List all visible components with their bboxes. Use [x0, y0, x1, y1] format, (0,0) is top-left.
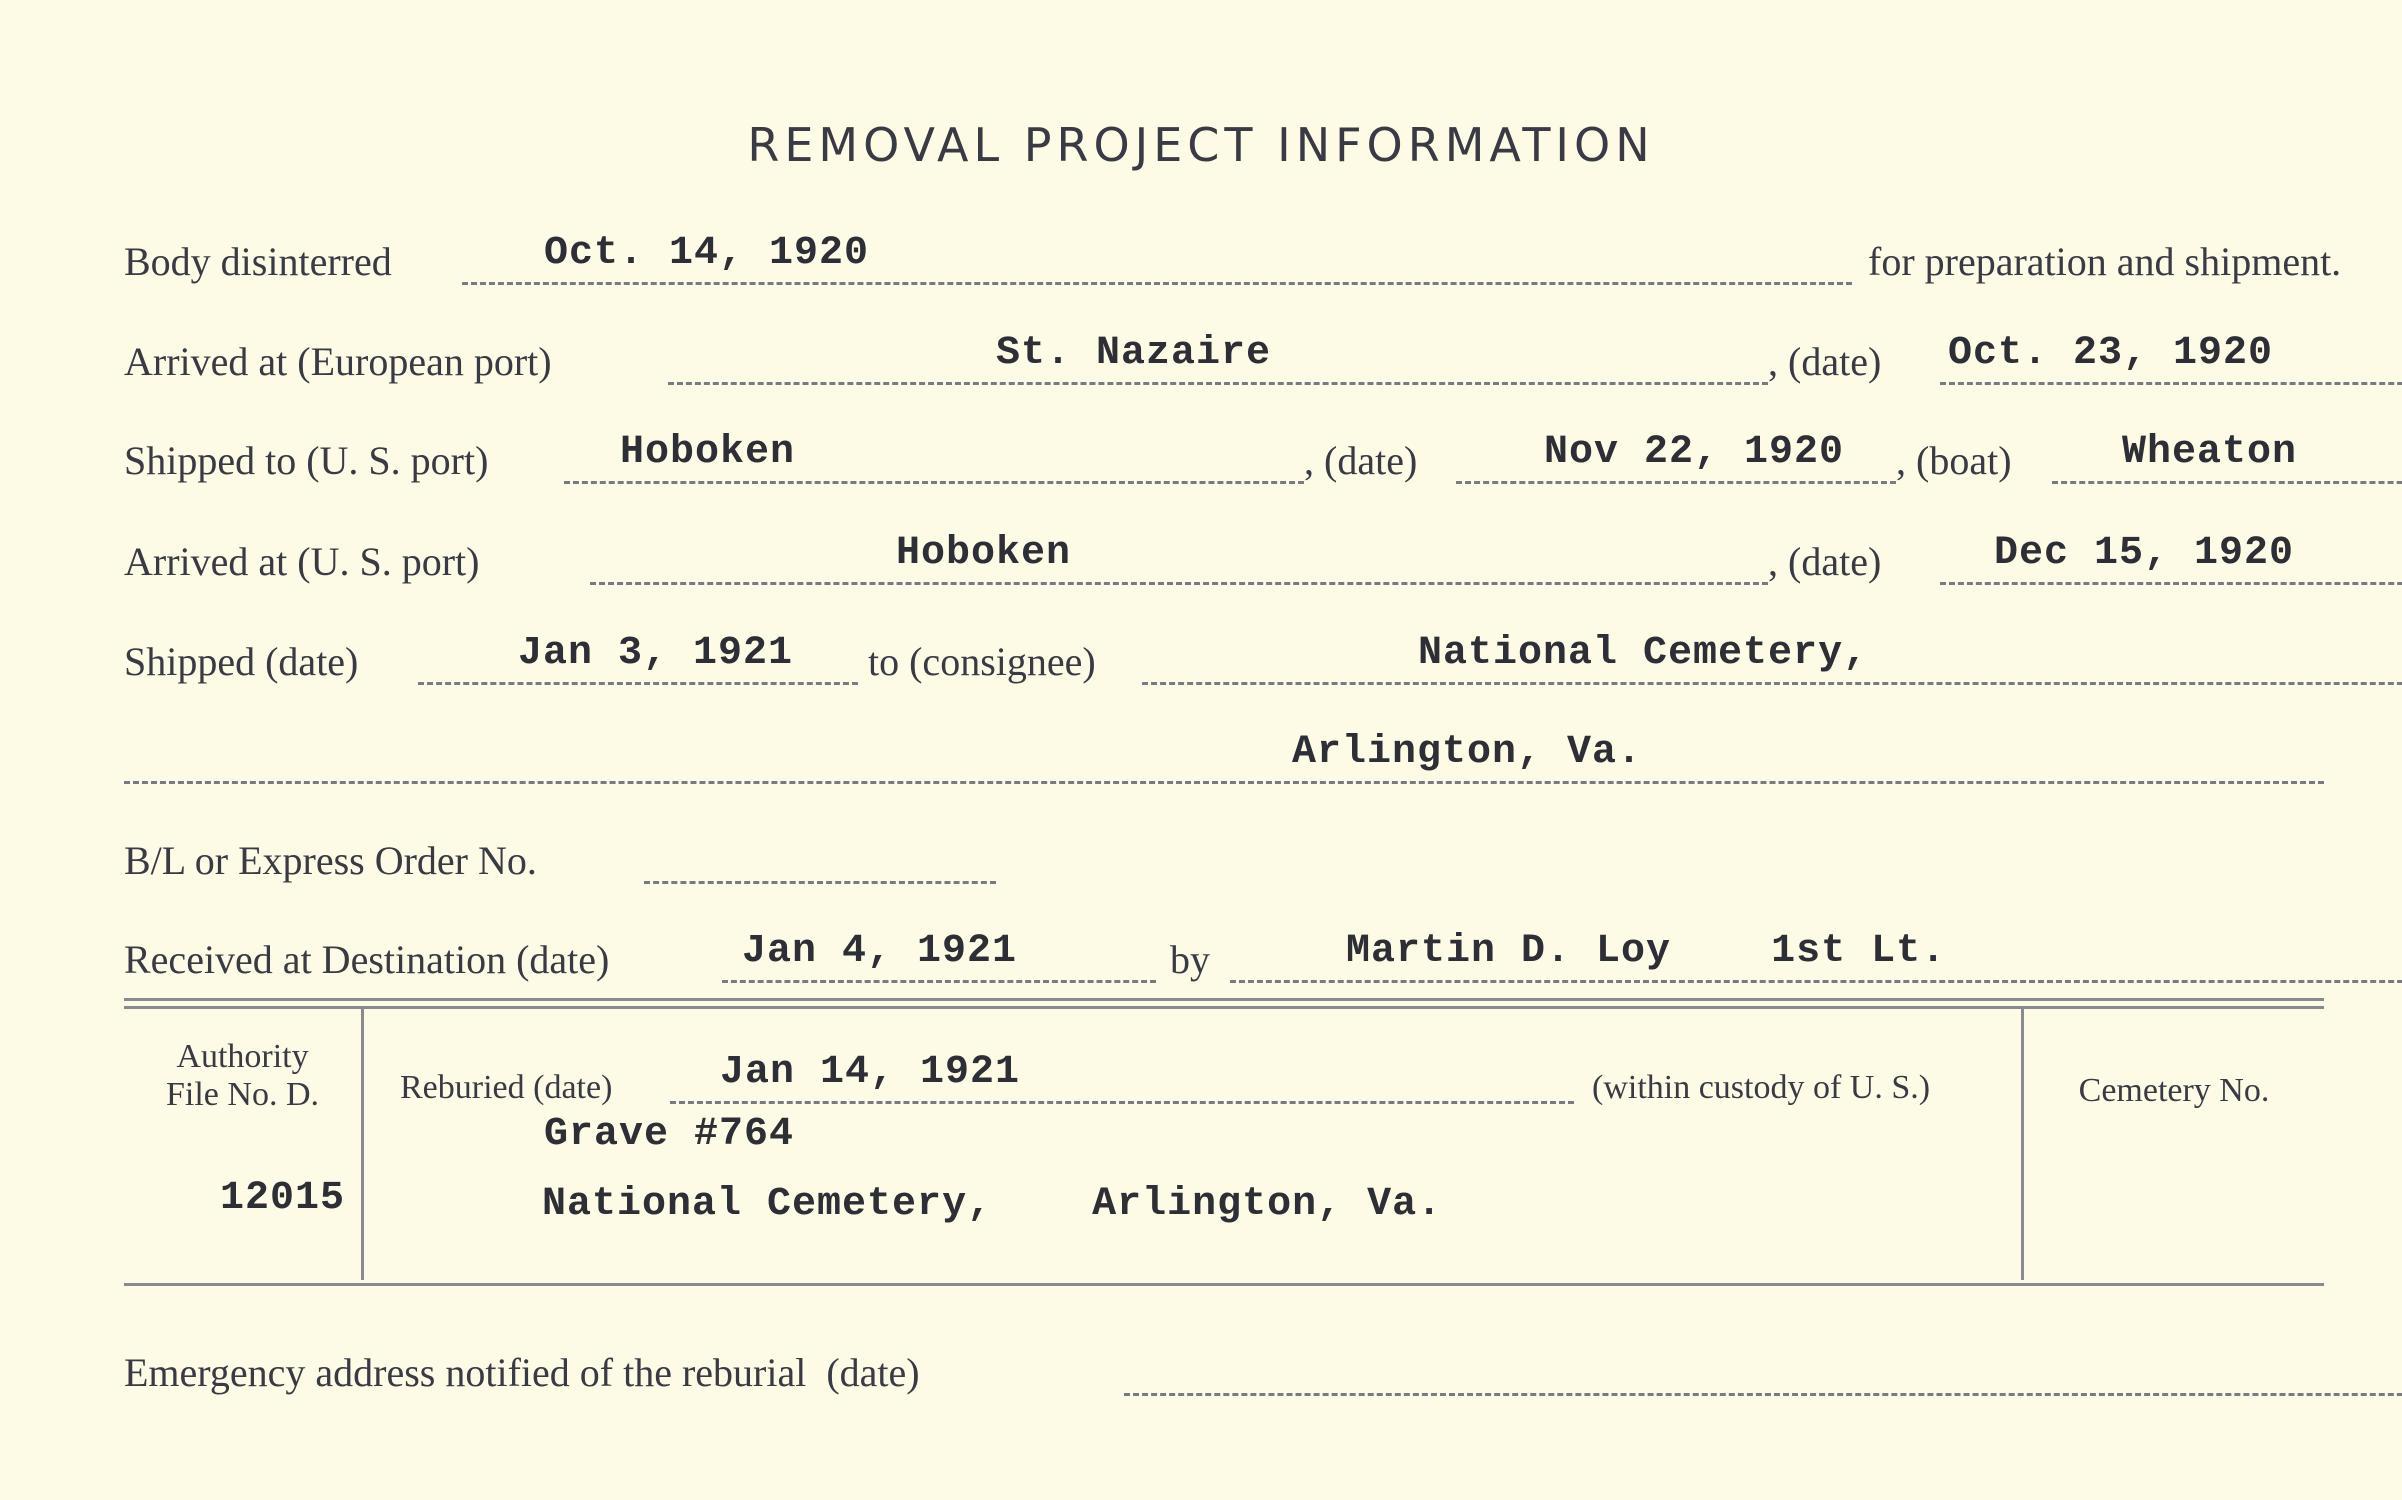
body-disinterred-value: Oct. 14, 1920: [544, 231, 870, 276]
arrived-european-port-value: St. Nazaire: [996, 331, 1272, 376]
received-by-value: Martin D. Loy 1st Lt.: [1346, 929, 1947, 974]
cemetery-no-label: Cemetery No.: [2078, 1072, 2270, 1109]
received-date-field[interactable]: [722, 929, 1156, 983]
box-divider-right: [2021, 1008, 2024, 1280]
reburied-place: National Cemetery, Arlington, Va.: [542, 1182, 1443, 1227]
shipped-date-label: Shipped (date): [124, 639, 359, 684]
received-by-field[interactable]: [1230, 929, 2402, 983]
bl-order-label: B/L or Express Order No.: [124, 838, 537, 883]
emergency-row: [124, 1336, 2324, 1396]
shipped-us-date-label: , (date): [1304, 438, 1418, 483]
arrived-european-date-value: Oct. 23, 1920: [1948, 331, 2274, 376]
shipped-consignee-line1: National Cemetery,: [1418, 631, 1869, 676]
shipped-us-boat-label: , (boat): [1896, 438, 2012, 483]
shipped-us-port-value: Hoboken: [620, 430, 796, 475]
shipped-date-field[interactable]: [418, 631, 858, 685]
authority-label-line2: File No. D.: [166, 1076, 319, 1113]
arrived-european-port-field[interactable]: [668, 331, 1768, 385]
arrived-us-port-field[interactable]: [590, 531, 1768, 585]
received-by-label: by: [1170, 937, 1210, 982]
box-bottom-rule: [124, 1283, 2324, 1286]
reburied-grave: Grave #764: [544, 1112, 795, 1157]
shipped-date-value: Jan 3, 1921: [518, 631, 794, 676]
bl-order-row: [124, 824, 2324, 884]
arrived-us-label: Arrived at (U. S. port): [124, 539, 480, 584]
shipped-us-date-field[interactable]: [1456, 430, 1896, 484]
shipped-us-boat-field[interactable]: [2052, 430, 2402, 484]
shipped-us-boat-value: Wheaton: [2122, 430, 2298, 475]
shipped-us-port-field[interactable]: [564, 430, 1304, 484]
authority-file-number: 12015: [220, 1176, 346, 1221]
reburied-custody-label: (within custody of U. S.): [1592, 1069, 1931, 1106]
consignee-continuation-field[interactable]: [124, 730, 2324, 784]
shipped-row: [124, 625, 2324, 685]
received-row: [124, 923, 2324, 983]
emergency-date-field[interactable]: [1124, 1350, 2402, 1396]
arrived-us-date-field[interactable]: [1940, 531, 2402, 585]
shipped-us-date-value: Nov 22, 1920: [1544, 430, 1845, 475]
body-disinterred-field[interactable]: [462, 231, 1852, 285]
shipped-consignee-field[interactable]: [1142, 631, 2402, 685]
emergency-label: Emergency address notified of the reburial (date): [124, 1350, 920, 1395]
shipped-consignee-line2: Arlington, Va.: [1292, 730, 1643, 775]
bl-order-field[interactable]: [644, 838, 996, 884]
body-disinterred-label: Body disinterred: [124, 239, 392, 284]
shipped-us-label: Shipped to (U. S. port): [124, 438, 489, 483]
box-divider-left: [361, 1008, 364, 1280]
received-date-label: Received at Destination (date): [124, 937, 610, 982]
box-top-rule-1: [124, 998, 2324, 1001]
arrived-us-date-label: , (date): [1768, 539, 1882, 584]
arrived-european-date-field[interactable]: [1940, 331, 2402, 385]
shipped-consignee-label: to (consignee): [868, 639, 1096, 684]
shipped-us-row: [124, 424, 2324, 484]
card-title: REMOVAL PROJECT INFORMATION: [747, 118, 1655, 172]
authority-label: [124, 1038, 361, 1114]
body-disinterred-row: [124, 225, 2342, 285]
arrived-european-row: [124, 325, 2324, 385]
received-date-value: Jan 4, 1921: [742, 929, 1018, 974]
arrived-european-label: Arrived at (European port): [124, 339, 552, 384]
authority-label-line1: Authority: [176, 1038, 309, 1075]
consignee-continuation-row: [124, 724, 2324, 784]
box-top-rule-2: [124, 1006, 2324, 1009]
reburied-date-label: Reburied (date): [400, 1069, 613, 1106]
reburied-date-value: Jan 14, 1921: [720, 1050, 1021, 1095]
arrived-european-date-label: , (date): [1768, 339, 1882, 384]
arrived-us-row: [124, 525, 2324, 585]
reburied-date-field[interactable]: [670, 1050, 1574, 1104]
body-disinterred-suffix: for preparation and shipment.: [1868, 239, 2342, 284]
arrived-us-port-value: Hoboken: [896, 531, 1072, 576]
arrived-us-date-value: Dec 15, 1920: [1994, 531, 2295, 576]
